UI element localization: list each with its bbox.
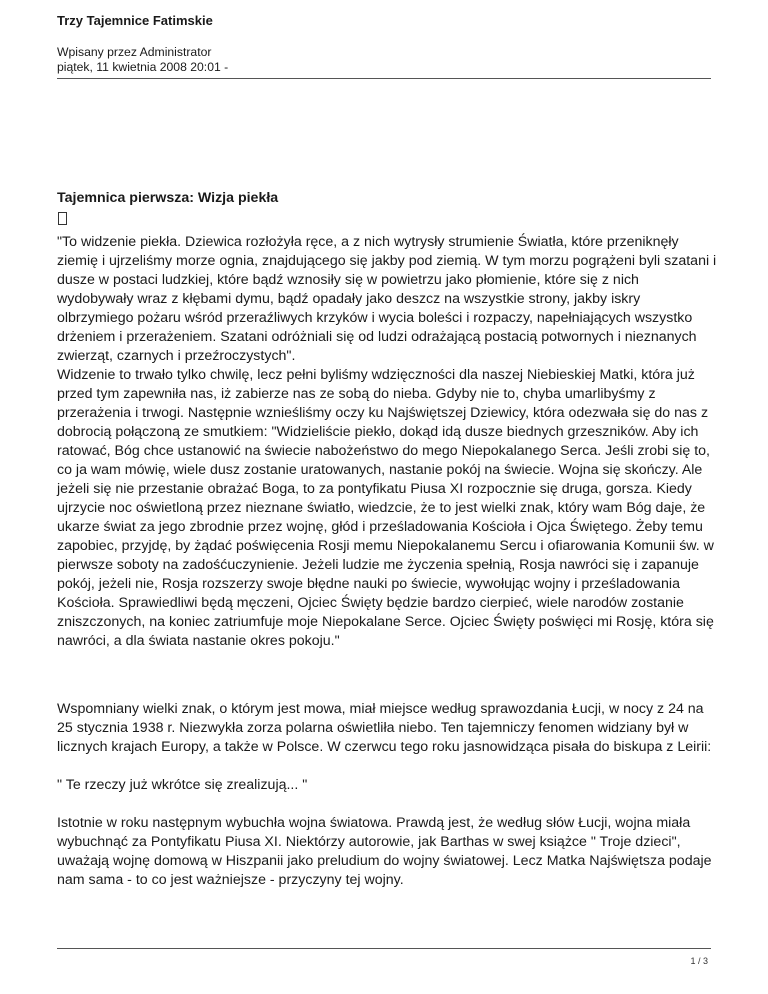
paragraph: Widzenie to trwało tylko chwilę, lecz pełni byliśmy wdzięczności dla naszej Niebieskiej Matki, która już przed tym zapewniła nas, iż zabierze nas ze sobą do nieba. Gdyby nie to, chyba umarlibyśmy z przerażenia i trwogi. Następnie wznieśliśmy oczy ku Najświętszej Dziewicy, która odezwała się do nas z dobrocią połączoną ze smutkiem: "Widzieliście piekło, dokąd idą dusze biednych grzeszników. Aby ich ratować, Bóg chce ustanowić na świecie nabożeństwo do mego Niepokalanego Serca. Jeśli zrobi się to, co ja wam mówię, wiele dusz zostanie uratowanych, nastanie pokój na świecie. Wojna się skończy. Ale jeżeli się nie przestanie obrażać Boga, to za pontyfikatu Piusa XI rozpocznie się druga, gorsza. Kiedy ujrzycie noc oświetloną przez nieznane światło, wiedzcie, że to jest wielki znak, który wam Bóg daje, że ukarze świat za jego zbrodnie przez wojnę, głód i prześladowania Kościoła i Ojca Świętego. Żeby temu zapobiec, przyjdę, by żądać poświęcenia Rosji memu Niepokalanemu Sercu i ofiarowania Komunii św. w pierwsze soboty na zadośćuczynienie. Jeżeli ludzie me życzenia spełnią, Rosja nawróci się i zapanuje pokój, jeżeli nie, Rosja rozszerzy swoje błędne nauki po świecie, wywołując wojny i prześladowania Kościoła. Sprawiedliwi będą męczeni, Ojciec Święty będzie bardzo cierpieć, wiele narodów zostanie zniszczonych, na koniec zatriumfuje moje Niepokalane Serce. Ojciec Święty poświęci mi Rosję, która się nawróci, a dla świata nastanie okres pokoju." — [57, 367, 714, 649]
section-heading: Tajemnica pierwsza: Wizja piekła — [57, 190, 279, 206]
spacer — [57, 651, 717, 700]
paragraph: Wspomniany wielki znak, o którym jest mowa, miał miejsce według sprawozdania Łucji, w nocy z 24 na 25 stycznia 1938 r. Niezwykła zorza polarna oświetliła niebo. Ten tajemniczy fenomen widziany był w licznych krajach Europy, a także w Polsce. W czerwcu tego roku jasnowidząca pisała do biskupa z Leirii: — [57, 701, 712, 755]
paragraph: "To widzenie piekła. Dziewica rozłożyła ręce, a z nich wytrysły strumienie Światła, które przeniknęły ziemię i ujrzeliśmy morze ognia, znajdującego się jakby pod ziemią. W tym morzu pogrążeni byli szatani i dusze w postaci ludzkiej, które bądź wznosiły się w powietrzu jako płomienie, które się z nich wydobywały wraz z kłębami dymu, bądź opadały jako deszcz na wszystkie strony, jakby iskry olbrzymiego pożaru wśród przeraźliwych krzyków i wycia boleści i rozpaczy, napełniających wszystko drżeniem i przerażeniem. Szatani odróżniali się od ludzi odrażającą postacią potwornych i nieznanych zwierząt, czarnych i przeźroczystych". — [57, 234, 717, 364]
date-line: piątek, 11 kwietnia 2008 20:01 - — [57, 60, 229, 74]
article-body — [57, 189, 717, 890]
header-divider — [57, 78, 711, 79]
paragraph: Istotnie w roku następnym wybuchła wojna światowa. Prawdą jest, że według słów Łucji, wojna miała wybuchnąć za Pontyfikatu Piusa XI. Niektórzy autorowie, jak Barthas w swej książce " Troje dzieci", uważają wojnę domową w Hiszpanii jako preludium do wojny światowej. Lecz Matka Najświętsza podaje nam sama - to co jest ważniejsze - przyczyny tej wojny. — [57, 815, 712, 888]
spacer — [57, 757, 717, 776]
spacer — [57, 795, 717, 814]
quote-paragraph: " Te rzeczy już wkrótce się zrealizują... " — [57, 777, 308, 793]
author-line: Wpisany przez Administrator — [57, 45, 212, 59]
article-meta — [57, 45, 228, 75]
page-number: 1 / 3 — [690, 956, 708, 966]
article-title: Trzy Tajemnice Fatimskie — [57, 13, 213, 28]
missing-glyph-icon — [57, 208, 717, 233]
footer-divider — [57, 948, 711, 949]
